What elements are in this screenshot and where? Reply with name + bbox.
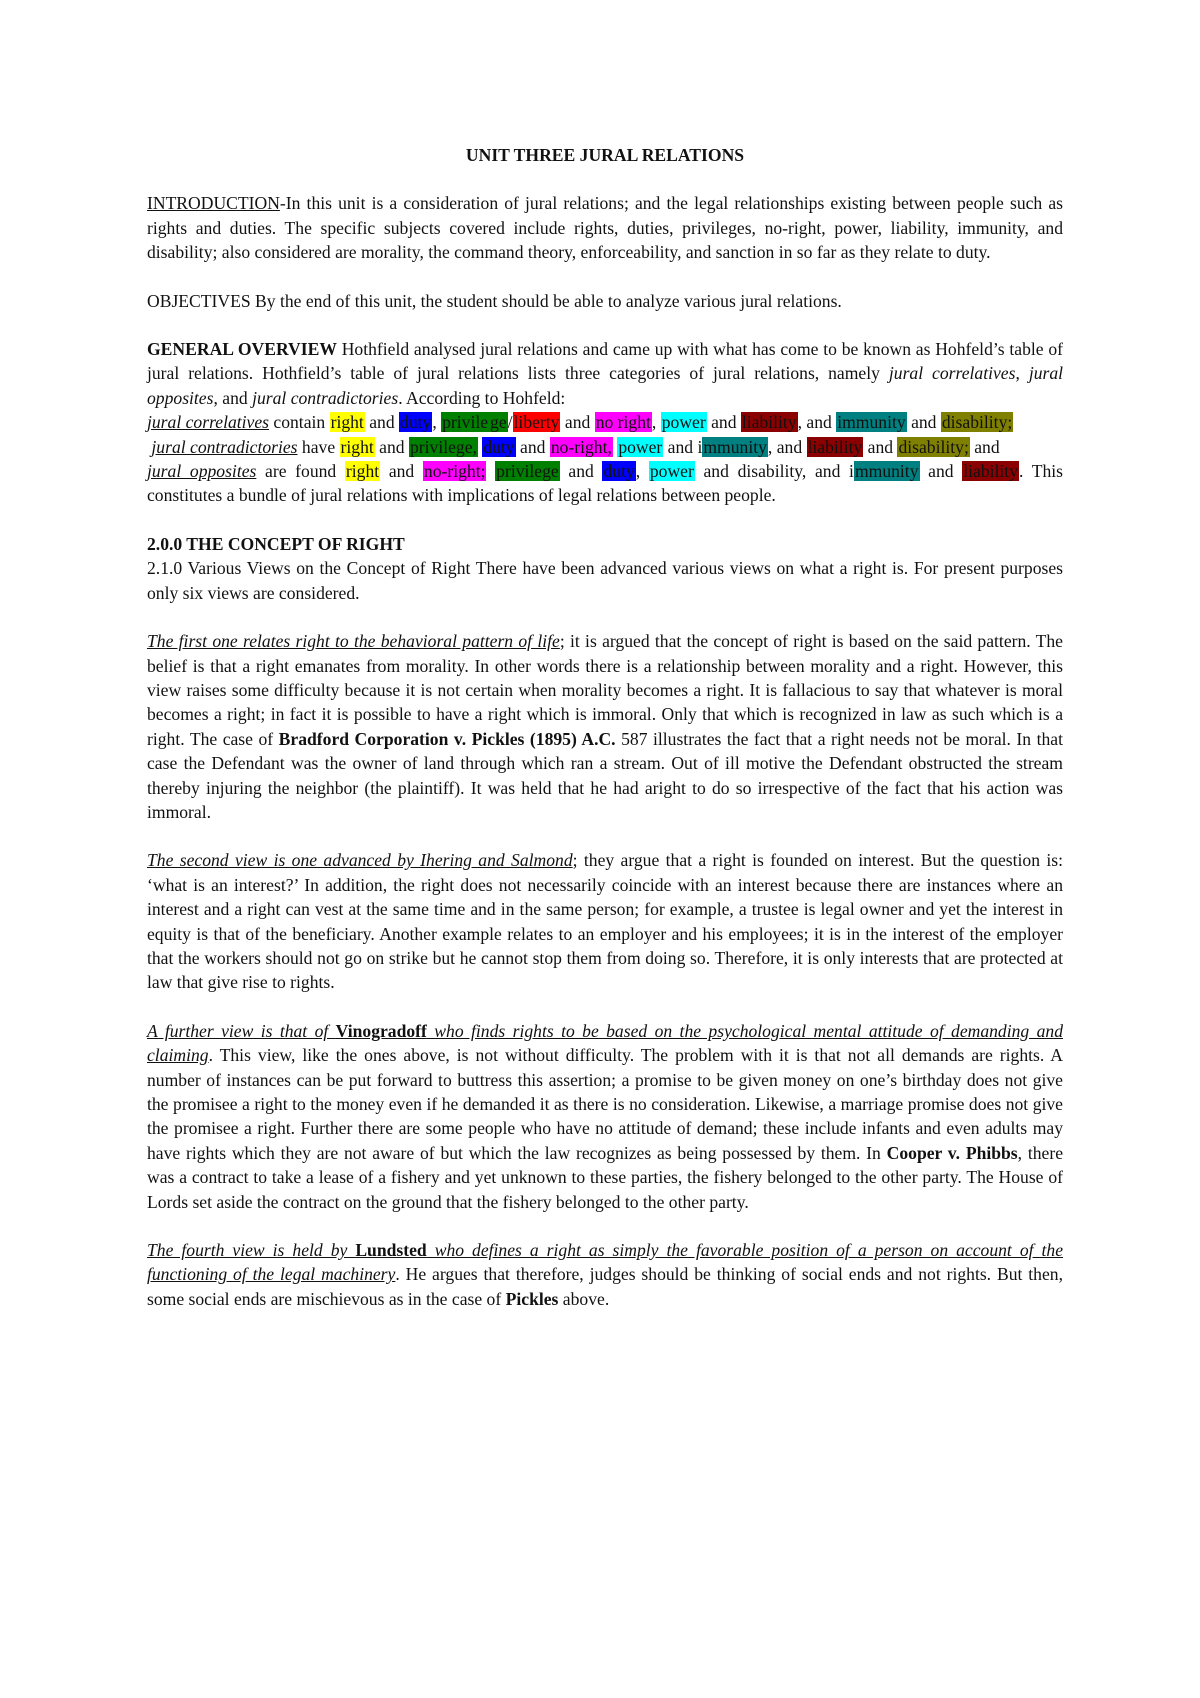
highlight-duty: duty — [603, 461, 635, 482]
overview-paragraph — [147, 337, 1063, 410]
page-title: UNIT THREE JURAL RELATIONS — [465, 145, 745, 165]
highlight-disability: disability; — [941, 412, 1013, 433]
highlight-privilege: privilege — [496, 461, 559, 482]
overview-comma: , — [1015, 363, 1029, 384]
highlight-immunity: mmunity — [703, 436, 767, 457]
fourth-view-lead-1: The fourth view is held by — [147, 1240, 356, 1261]
connector-text: i — [697, 436, 703, 457]
connector-text: are found — [256, 461, 345, 482]
highlight-privilege: privilege, — [409, 436, 477, 457]
highlight-immunity: mmunity — [854, 461, 919, 482]
highlight-no-right: no right — [595, 412, 651, 433]
case-name-cooper: Cooper v. Phibbs — [886, 1142, 1018, 1163]
fourth-view-text-1: . He argues that therefore, judges should be thinking of social ends and not rights. But then, some social ends are mischievous as in the case of — [147, 1264, 1063, 1309]
overview-text-2: . According to Hohfeld: — [398, 387, 566, 408]
highlight-power: power — [649, 461, 694, 482]
highlight-liability: liability — [741, 412, 797, 433]
opposites-line — [147, 459, 1063, 508]
connector-text: and — [906, 412, 941, 433]
connector-text: and — [863, 436, 898, 457]
connector-text — [486, 461, 495, 481]
fourth-view-text-2: above. — [558, 1288, 610, 1309]
overview-text-1: Hothfield analysed jural relations and came up with what has come to be known as Hohfeld’s table of jural relations. Hothfield’s table of jural relations lists three categories of jural relations, namely — [147, 339, 1064, 384]
highlight-right: right — [345, 461, 380, 482]
case-name-pickles: Pickles — [505, 1288, 559, 1309]
connector-text: and — [663, 436, 698, 457]
highlight-power: power — [618, 436, 663, 457]
highlight-privilege-end: ge — [490, 412, 507, 433]
third-view-text-1: . This view, like the ones above, is not without difficulty. The problem with it is that not all demands are rights. A number of instances can be put forward to buttress this assertion; a promise to be given money on one’s birthday does not give the promisee a right to the money even if he demanded it as there is no consideration. Likewise, a marriage promise does not give the promisee a right. Further there are some people who have no attitude of demand; these include infants and even adults may have rights which they are not aware of but which the law recognizes as being possessed by them. In — [147, 1045, 1063, 1163]
objectives-paragraph: OBJECTIVES By the end of this unit, the student should be able to analyze various jural relations. — [147, 290, 842, 311]
introduction-paragraph — [147, 191, 1063, 264]
highlight-immunity: immunity — [837, 412, 906, 433]
correlatives-line — [147, 410, 1063, 434]
connector-text: and — [560, 412, 595, 433]
correlatives-label: jural correlatives — [147, 412, 269, 433]
connector-text: , and — [767, 436, 807, 457]
opposites-label: jural opposites — [147, 461, 257, 482]
connector-text: , — [432, 412, 442, 433]
connector-text: and — [559, 461, 603, 482]
highlight-liability: liability — [807, 436, 863, 457]
highlight-disability: disability; — [898, 436, 969, 457]
connector-text: . This constitutes a bundle of jural relations with implications of legal relations between people. — [147, 461, 1064, 506]
highlight-duty: duty — [483, 436, 515, 457]
highlight-power: power — [661, 412, 706, 433]
fourth-view-lead-2: who defines a right as simply the favorable position of a person on account of the functioning of the legal machinery — [147, 1240, 1063, 1285]
connector-text: and — [706, 412, 741, 433]
contradictories-label: jural contradictories — [151, 436, 298, 457]
highlight-no-right: no-right; — [423, 461, 486, 482]
third-view-paragraph — [147, 1019, 1063, 1214]
highlight-right: right — [330, 412, 364, 433]
connector-text: / — [507, 412, 513, 433]
fourth-view-paragraph — [147, 1238, 1063, 1311]
connector-text: and — [969, 436, 1000, 457]
highlight-liberty: liberty — [513, 412, 560, 433]
connector-text: contain — [269, 412, 330, 433]
highlight-privilege: privile — [442, 412, 489, 433]
highlight-duty: duty — [400, 412, 432, 433]
second-view-text: ; they argue that a right is founded on interest. But the question is: ‘what is an interest?’ In addition, the right does not necessarily coincide with an interest because there are instances where an interest and a right can vest at the same time and in the same person; for example, a trustee is legal owner and yet the interest in equity is that of the beneficiary. Another example relates to an employer and his employees; it is in the interest of the employer that the workers should not go on strike but he cannot stop them from doing so. Therefore, it is only interests that are protected at law that give rise to rights. — [147, 850, 1063, 993]
connector-text: , — [635, 461, 649, 482]
connector-text: have — [297, 436, 340, 457]
third-view-lead-1: A further view is that of — [147, 1020, 336, 1041]
connector-text: and — [364, 412, 400, 433]
introduction-text: -In this unit is a consideration of jural relations; and the legal relationships existing between people such as rights and duties. The specific subjects covered include rights, duties, privileges, no-right, power, liability, immunity, and disability; also considered are morality, the command theory, enforceability, and sanction in so far as they relate to duty. — [147, 193, 1063, 263]
highlight-no-right: no-right, — [550, 436, 612, 457]
lundsted-name: Lundsted — [355, 1240, 427, 1261]
third-view-lead-2: who finds rights to be based on the psychological mental attitude of demanding and claiming — [147, 1020, 1063, 1066]
highlight-liability: liability — [963, 461, 1018, 482]
highlight-right: right — [340, 436, 374, 457]
case-name-bradford: Bradford Corporation v. Pickles (1895) A.C. — [278, 728, 616, 749]
section-subheading: 2.1.0 Various Views on the Concept of Right There have been advanced various views on what a right is. For present purposes only six views are considered. — [147, 558, 1063, 603]
first-view-paragraph — [147, 629, 1063, 824]
connector-text: , — [651, 412, 661, 433]
overview-and: , and — [213, 387, 253, 408]
third-view-text-2: , there was a contract to take a lease of a fishery and yet unknown to these parties, the fishery belonged to the other party. The House of Lords set aside the contract on the ground that the fishery belonged to the other party. — [147, 1142, 1063, 1212]
connector-text: , and — [797, 412, 837, 433]
opposites-term: jural opposites — [147, 363, 1064, 408]
vinogradoff-name: Vinogradoff — [335, 1020, 427, 1041]
second-view-lead: The second view is one advanced by Ihering and Salmond — [147, 850, 573, 871]
connector-text: and — [919, 461, 963, 482]
document-body — [147, 143, 1063, 1311]
contradictories-line — [147, 435, 1063, 459]
connector-text: and disability, and i — [694, 461, 854, 482]
correlatives-term: jural correlatives — [888, 363, 1016, 384]
connector-text: and — [515, 436, 550, 457]
introduction-label: INTRODUCTION — [147, 193, 280, 214]
first-view-lead: The first one relates right to the behavioral pattern of life — [147, 631, 560, 652]
first-view-text-1: ; it is argued that the concept of right is based on the said pattern. The belief is that a right emanates from morality. In other words there is a relationship between morality and a right. However, this view raises some difficulty because it is not certain when morality becomes a right. It is fallacious to say that whatever is moral becomes a right; in fact it is possible to have a right which is immoral. Only that which is recognized in law as such which is a right. The case of — [147, 631, 1063, 749]
connector-text: and — [380, 461, 423, 482]
contradictories-term: jural contradictories — [252, 387, 399, 408]
connector-text: and — [374, 436, 409, 457]
overview-label: GENERAL OVERVIEW — [147, 339, 337, 360]
second-view-paragraph — [147, 848, 1063, 994]
section-heading: 2.0.0 THE CONCEPT OF RIGHT — [147, 533, 405, 554]
first-view-text-2: 587 illustrates the fact that a right needs not be moral. In that case the Defendant was the owner of land through which ran a stream. Out of ill motive the Defendant obstructed the stream thereby injuring the neighbor (the plaintiff). It was held that he had aright to do so irrespective of the fact that his action was immoral. — [147, 728, 1063, 822]
